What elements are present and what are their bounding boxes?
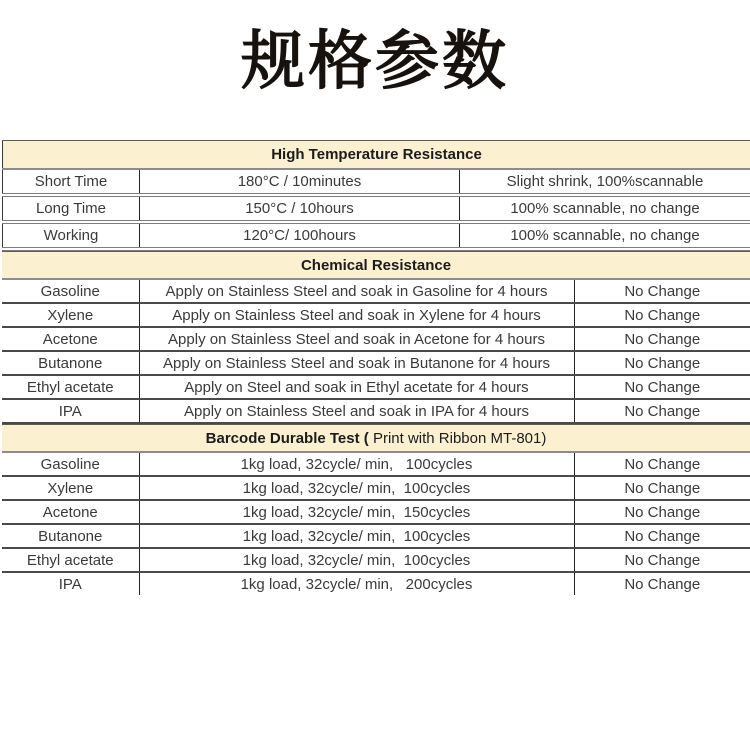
row-result: No Change <box>574 351 750 375</box>
table-row <box>2 572 750 595</box>
table-row <box>2 524 750 548</box>
table-row <box>2 476 750 500</box>
table-row <box>2 327 750 351</box>
row-result: No Change <box>574 303 750 327</box>
table-row <box>2 399 750 423</box>
row-result: No Change <box>574 572 750 595</box>
row-condition: Apply on Stainless Steel and soak in Butanone for 4 hours <box>139 351 574 375</box>
row-result: No Change <box>574 399 750 423</box>
row-result: No Change <box>574 548 750 572</box>
row-condition: 1kg load, 32cycle/ min, 100cycles <box>139 548 574 572</box>
section-title <box>2 425 750 453</box>
row-condition: 120°C/ 100hours <box>140 222 460 249</box>
row-result: Slight shrink, 100%scannable <box>460 169 750 195</box>
row-label: Butanone <box>2 524 139 548</box>
row-condition: Apply on Stainless Steel and soak in Acetone for 4 hours <box>139 327 574 351</box>
section-header-row <box>2 425 750 453</box>
row-condition: Apply on Steel and soak in Ethyl acetate for 4 hours <box>139 375 574 399</box>
row-condition: Apply on Stainless Steel and soak in Xylene for 4 hours <box>139 303 574 327</box>
row-label: Ethyl acetate <box>2 548 139 572</box>
section-barcode-durable-test <box>2 424 750 595</box>
table-row <box>2 548 750 572</box>
section-title: Chemical Resistance <box>2 252 750 280</box>
row-result: No Change <box>574 375 750 399</box>
row-result: No Change <box>574 327 750 351</box>
spec-table <box>2 140 748 595</box>
row-result: No Change <box>574 452 750 476</box>
row-result: No Change <box>574 476 750 500</box>
row-result: 100% scannable, no change <box>460 195 750 222</box>
row-label: Short Time <box>3 169 140 195</box>
table-row <box>2 303 750 327</box>
row-label: Xylene <box>2 476 139 500</box>
table-row <box>3 195 750 222</box>
table-row <box>2 351 750 375</box>
table-row <box>2 452 750 476</box>
row-label: IPA <box>58 575 82 593</box>
row-label: Working <box>3 222 140 249</box>
row-label: Butanone <box>2 351 139 375</box>
row-result: No Change <box>574 279 750 303</box>
table-row <box>3 222 750 249</box>
row-label: Long Time <box>3 195 140 222</box>
page-title: 规格参数 <box>241 25 509 99</box>
row-label: IPA <box>2 399 139 423</box>
table-row <box>2 500 750 524</box>
row-label: Gasoline <box>2 452 139 476</box>
section-title: High Temperature Resistance <box>3 141 750 170</box>
row-condition: 1kg load, 32cycle/ min, 150cycles <box>139 500 574 524</box>
row-condition: 1kg load, 32cycle/ min, 100cycles <box>139 524 574 548</box>
table-row <box>3 169 750 195</box>
row-condition: Apply on Stainless Steel and soak in IPA for 4 hours <box>139 399 574 423</box>
section-header-row <box>2 252 750 280</box>
row-label: Ethyl acetate <box>2 375 139 399</box>
row-condition: 180°C / 10minutes <box>140 169 460 195</box>
row-condition: 1kg load, 32cycle/ min, 100cycles <box>139 476 574 500</box>
section-title-bold: Barcode Durable Test ( <box>205 429 369 447</box>
section-chemical-resistance <box>2 251 750 424</box>
section-title-note: Print with Ribbon MT-801) <box>368 429 547 447</box>
row-condition: Apply on Stainless Steel and soak in Gasoline for 4 hours <box>139 279 574 303</box>
section-header-row <box>3 141 750 170</box>
row-label: Xylene <box>2 303 139 327</box>
row-condition: 1kg load, 32cycle/ min, 200cycles <box>139 572 574 595</box>
table-row <box>2 279 750 303</box>
row-condition: 1kg load, 32cycle/ min, 100cycles <box>139 452 574 476</box>
table-row <box>2 375 750 399</box>
row-label: Acetone <box>2 500 139 524</box>
section-high-temperature <box>2 140 750 251</box>
row-label: Acetone <box>2 327 139 351</box>
row-label: Gasoline <box>2 279 139 303</box>
row-result: No Change <box>574 500 750 524</box>
row-result: No Change <box>574 524 750 548</box>
row-result: 100% scannable, no change <box>460 222 750 249</box>
row-condition: 150°C / 10hours <box>140 195 460 222</box>
